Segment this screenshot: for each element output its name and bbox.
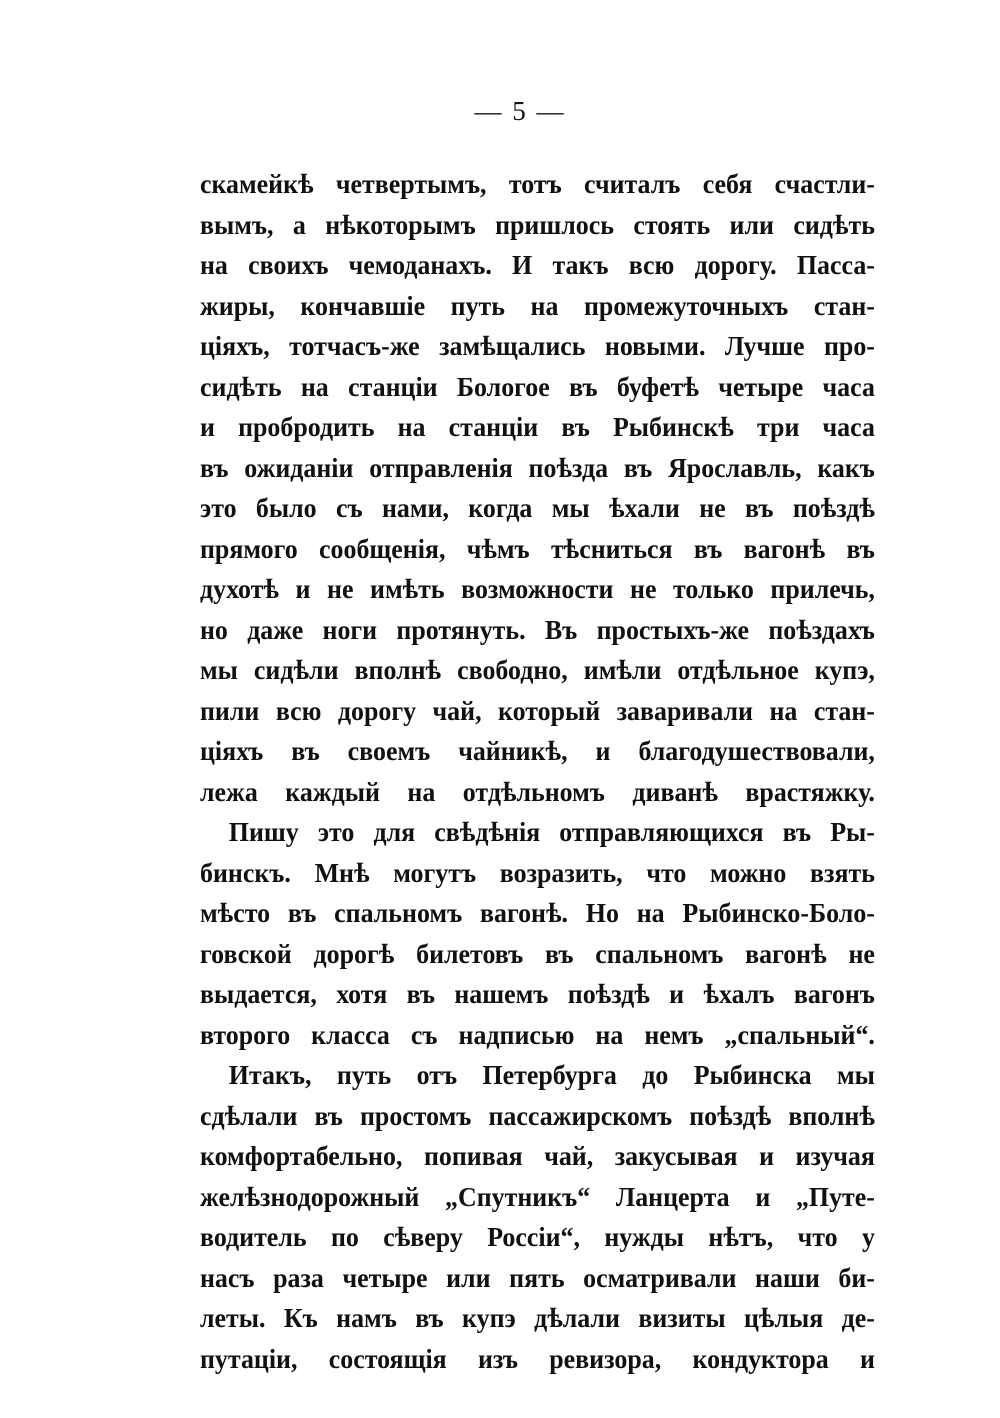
text-line: жиры, кончавшіе путь на промежуточныхъ стан- [200, 290, 875, 321]
text-line: ціяхъ, тотчасъ-же замѣщались новыми. Лучше про- [200, 331, 875, 361]
text-line: сдѣлали въ простомъ пассажирскомъ поѣздѣ вполнѣ [200, 1100, 875, 1131]
text-line: насъ раза четыре или пять осматривали наши би- [200, 1262, 875, 1293]
text-line: это было съ нами, когда мы ѣхали не въ поѣздѣ [200, 493, 875, 523]
text-line: водитель по сѣверу Россіи“, нужды нѣтъ, что у [200, 1222, 875, 1252]
text-line: и пробродить на станціи въ Рыбинскѣ три часа [200, 412, 875, 442]
text-line: пили всю дорогу чай, который заваривали на стан- [200, 695, 875, 726]
text-line: мѣсто въ спальномъ вагонѣ. Но на Рыбинско-Боло- [200, 898, 875, 928]
text-line: говской дорогѣ билетовъ въ спальномъ вагонѣ не [200, 938, 875, 969]
text-line: но даже ноги протянуть. Въ простыхъ-же поѣздахъ [200, 614, 875, 645]
text-line: духотѣ и не имѣть возможности не только прилечь, [200, 574, 875, 604]
text-line: въ ожиданіи отправленія поѣзда въ Ярославль, какъ [200, 452, 875, 483]
text-line: вымъ, а нѣкоторымъ пришлось стоять или сидѣть [200, 209, 875, 240]
text-line: бинскъ. Мнѣ могутъ возразить, что можно взять [200, 857, 875, 888]
text-line: комфортабельно, попивая чай, закусывая и изучая [200, 1141, 875, 1171]
text-line: прямого сообщенія, чѣмъ тѣсниться въ вагонѣ въ [200, 533, 875, 564]
text-line: желѣзнодорожный „Спутникъ“ Ланцерта и „Путе- [200, 1181, 875, 1212]
text-line: Итакъ, путь отъ Петербурга до Рыбинска мы [228, 1060, 875, 1090]
text-line: скамейкѣ четвертымъ, тотъ считалъ себя счастли- [200, 169, 875, 199]
paragraph-1 [200, 164, 876, 812]
text-line: лежа каждый на отдѣльномъ диванѣ врастяжку. [200, 776, 875, 807]
text-line: мы сидѣли вполнѣ свободно, имѣли отдѣльное купэ, [200, 655, 875, 685]
text-line: Пишу это для свѣдѣнія отправляющихся въ Ры- [228, 817, 875, 847]
text-line: сидѣть на станціи Бологое въ буфетѣ четыре часа [200, 371, 875, 402]
text-line: второго класса съ надписью на немъ „спальный“. [200, 1019, 875, 1050]
page-number: — 5 — [474, 96, 566, 126]
text-line: леты. Къ намъ въ купэ дѣлали визиты цѣлыя де- [200, 1303, 875, 1333]
body-text [200, 164, 876, 1379]
text-line: выдается, хотя въ нашемъ поѣздѣ и ѣхалъ вагонъ [200, 979, 875, 1009]
text-line: на своихъ чемоданахъ. И такъ всю дорогу. Пасса- [200, 250, 875, 280]
paragraph-2 [200, 812, 876, 1055]
text-line: ціяхъ въ своемъ чайникѣ, и благодушествовали, [200, 736, 875, 766]
paragraph-3 [200, 1055, 876, 1379]
text-line: путаціи, состоящія изъ ревизора, кондуктора и [200, 1343, 875, 1374]
